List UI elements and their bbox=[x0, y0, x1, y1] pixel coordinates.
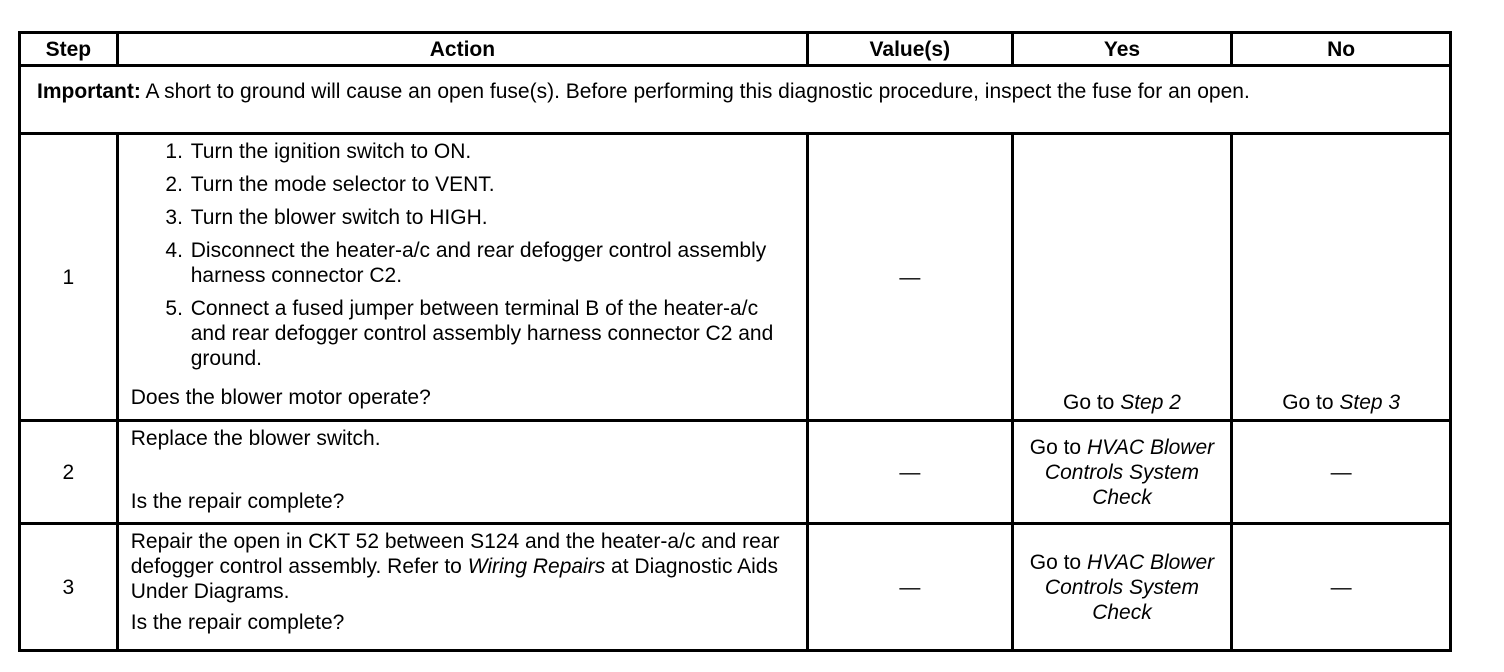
step-number: 1 bbox=[20, 134, 118, 421]
no-cell: — bbox=[1232, 524, 1451, 651]
action-cell bbox=[117, 421, 807, 524]
question-text: Is the repair complete? bbox=[130, 611, 345, 634]
yes-link-system-check[interactable]: HVAC Blower Controls System Check bbox=[1044, 435, 1215, 509]
action-cell bbox=[117, 524, 807, 651]
action-text-end: at Diagnostic Aids Under Diagrams. bbox=[130, 555, 778, 603]
step-number: 2 bbox=[20, 421, 118, 524]
instruction-list bbox=[131, 139, 794, 371]
question-text: Does the blower motor operate? bbox=[130, 386, 431, 409]
diagnostic-table-container bbox=[18, 31, 1452, 652]
yes-cell bbox=[1012, 524, 1232, 651]
important-row bbox=[20, 66, 1451, 134]
wiring-repairs-link[interactable]: Wiring Repairs bbox=[467, 555, 606, 578]
no-prefix: Go to bbox=[1282, 391, 1340, 414]
no-cell: — bbox=[1232, 421, 1451, 524]
header-row bbox=[20, 33, 1451, 66]
table-row bbox=[20, 421, 1451, 524]
list-item: 4. Disconnect the heater-a/c and rear defogger control assembly harness connector C2. bbox=[189, 238, 794, 288]
yes-cell bbox=[1012, 134, 1232, 421]
list-item: 5. Connect a fused jumper between terminal B of the heater-a/c and rear defogger control assembly harness connector C2 and ground. bbox=[189, 296, 794, 371]
header-yes: Yes bbox=[1012, 33, 1232, 66]
question-text: Is the repair complete? bbox=[130, 490, 345, 513]
no-cell bbox=[1232, 134, 1451, 421]
no-link-step[interactable]: Step 3 bbox=[1339, 391, 1401, 414]
action-cell bbox=[117, 134, 807, 421]
important-text: A short to ground will cause an open fuse(s). Before performing this diagnostic procedure, inspect the fuse for an open. bbox=[140, 80, 1250, 103]
table-row bbox=[20, 134, 1451, 421]
value-cell: — bbox=[808, 134, 1013, 421]
important-note bbox=[20, 66, 1451, 134]
header-values: Value(s) bbox=[808, 33, 1013, 66]
yes-prefix: Go to bbox=[1062, 391, 1121, 414]
spacer bbox=[131, 451, 794, 489]
action-text bbox=[131, 529, 794, 604]
diagnostic-table bbox=[18, 31, 1452, 652]
important-label: Important: bbox=[37, 80, 141, 103]
yes-link-step[interactable]: Step 2 bbox=[1120, 391, 1181, 414]
yes-link-system-check[interactable]: HVAC Blower Controls System Check bbox=[1044, 550, 1215, 624]
yes-prefix: Go to bbox=[1029, 435, 1087, 459]
step-number: 3 bbox=[20, 524, 118, 651]
action-text-start: Repair the open in CKT 52 between S124 and the heater-a/c and rear defogger control assembly. Refer to bbox=[130, 530, 780, 578]
value-cell: — bbox=[808, 421, 1013, 524]
list-item: 1. Turn the ignition switch to ON. bbox=[189, 139, 794, 164]
yes-prefix: Go to bbox=[1029, 550, 1087, 574]
list-item: 2. Turn the mode selector to VENT. bbox=[189, 172, 794, 197]
header-step: Step bbox=[20, 33, 118, 66]
action-text: Replace the blower switch. bbox=[130, 427, 381, 450]
header-no: No bbox=[1232, 33, 1451, 66]
table-row bbox=[20, 524, 1451, 651]
yes-cell bbox=[1012, 421, 1232, 524]
value-cell: — bbox=[808, 524, 1013, 651]
list-item: 3. Turn the blower switch to HIGH. bbox=[189, 205, 794, 230]
header-action: Action bbox=[117, 33, 807, 66]
